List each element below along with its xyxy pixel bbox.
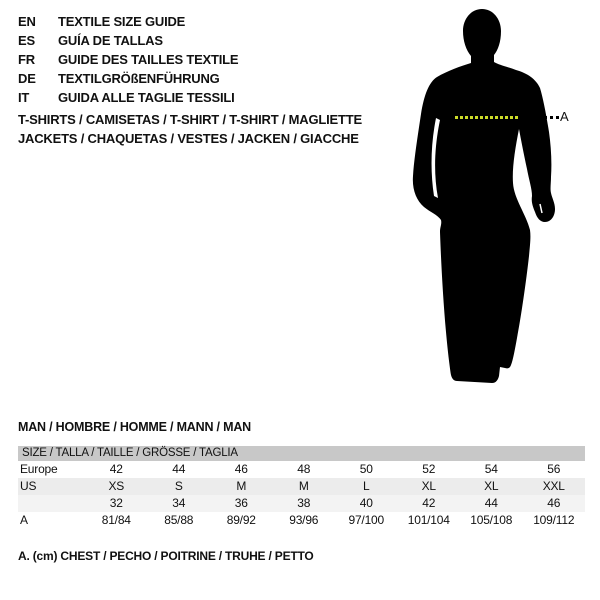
table-cell: XL (421, 479, 436, 493)
table-cell: 42 (422, 496, 436, 510)
measure-label-a: A (560, 109, 569, 124)
size-table-header: SIZE / TALLA / TAILLE / GRÖSSE / TAGLIA (18, 446, 585, 461)
language-code: ES (18, 33, 35, 48)
table-cell: 109/112 (533, 513, 575, 527)
chest-measure-dash-on-body (455, 116, 518, 119)
table-cell: 56 (547, 462, 561, 476)
table-cell: L (363, 479, 370, 493)
table-cell: S (174, 479, 183, 493)
language-code: FR (18, 52, 35, 67)
table-cell: 44 (484, 496, 498, 510)
table-cell: 81/84 (101, 513, 131, 527)
language-title: TEXTILGRÖßENFÜHRUNG (58, 71, 220, 86)
table-cell: 46 (547, 496, 561, 510)
table-cell: 89/92 (226, 513, 256, 527)
table-cell: 50 (359, 462, 373, 476)
garment-line-tshirts: T-SHIRTS / CAMISETAS / T-SHIRT / T-SHIRT / MAGLIETTE (18, 112, 362, 127)
size-table (18, 446, 585, 529)
table-cell: 48 (297, 462, 311, 476)
row-label: US (20, 479, 37, 493)
table-cell: XS (108, 479, 125, 493)
table-cell: 44 (172, 462, 186, 476)
table-row-chest-a (18, 512, 585, 529)
table-row-us (18, 478, 585, 495)
language-title: GUÍA DE TALLAS (58, 33, 163, 48)
language-title: TEXTILE SIZE GUIDE (58, 14, 186, 29)
table-cell: 38 (297, 496, 311, 510)
table-cell: 97/100 (348, 513, 384, 527)
table-cell: XXL (542, 479, 565, 493)
table-cell: M (236, 479, 247, 493)
table-row-numeric (18, 495, 585, 512)
chest-measure-dash-leader (544, 116, 559, 119)
table-cell: 40 (359, 496, 373, 510)
table-cell: 32 (109, 496, 123, 510)
table-cell: 52 (422, 462, 436, 476)
garment-line-jackets: JACKETS / CHAQUETAS / VESTES / JACKEN / GIACCHE (18, 131, 359, 146)
language-title: GUIDA ALLE TAGLIE TESSILI (58, 90, 235, 105)
table-cell: 34 (172, 496, 186, 510)
language-code: IT (18, 90, 30, 105)
table-cell: 42 (109, 462, 123, 476)
row-label: A (20, 513, 28, 527)
table-cell: M (298, 479, 309, 493)
footnote-chest: A. (cm) CHEST / PECHO / POITRINE / TRUHE / PETTO (18, 549, 314, 563)
language-title: GUIDE DES TAILLES TEXTILE (58, 52, 239, 67)
table-cell: XL (484, 479, 499, 493)
row-label: Europe (20, 462, 58, 476)
table-cell: 36 (234, 496, 248, 510)
table-cell: 105/108 (470, 513, 513, 527)
table-cell: 46 (234, 462, 248, 476)
table-cell: 85/88 (164, 513, 194, 527)
table-cell: 54 (484, 462, 498, 476)
table-row-europe (18, 461, 585, 478)
language-code: EN (18, 14, 36, 29)
section-title-man: MAN / HOMBRE / HOMME / MANN / MAN (18, 420, 251, 434)
table-cell: 93/96 (289, 513, 319, 527)
language-code: DE (18, 71, 36, 86)
table-cell: 101/104 (407, 513, 450, 527)
